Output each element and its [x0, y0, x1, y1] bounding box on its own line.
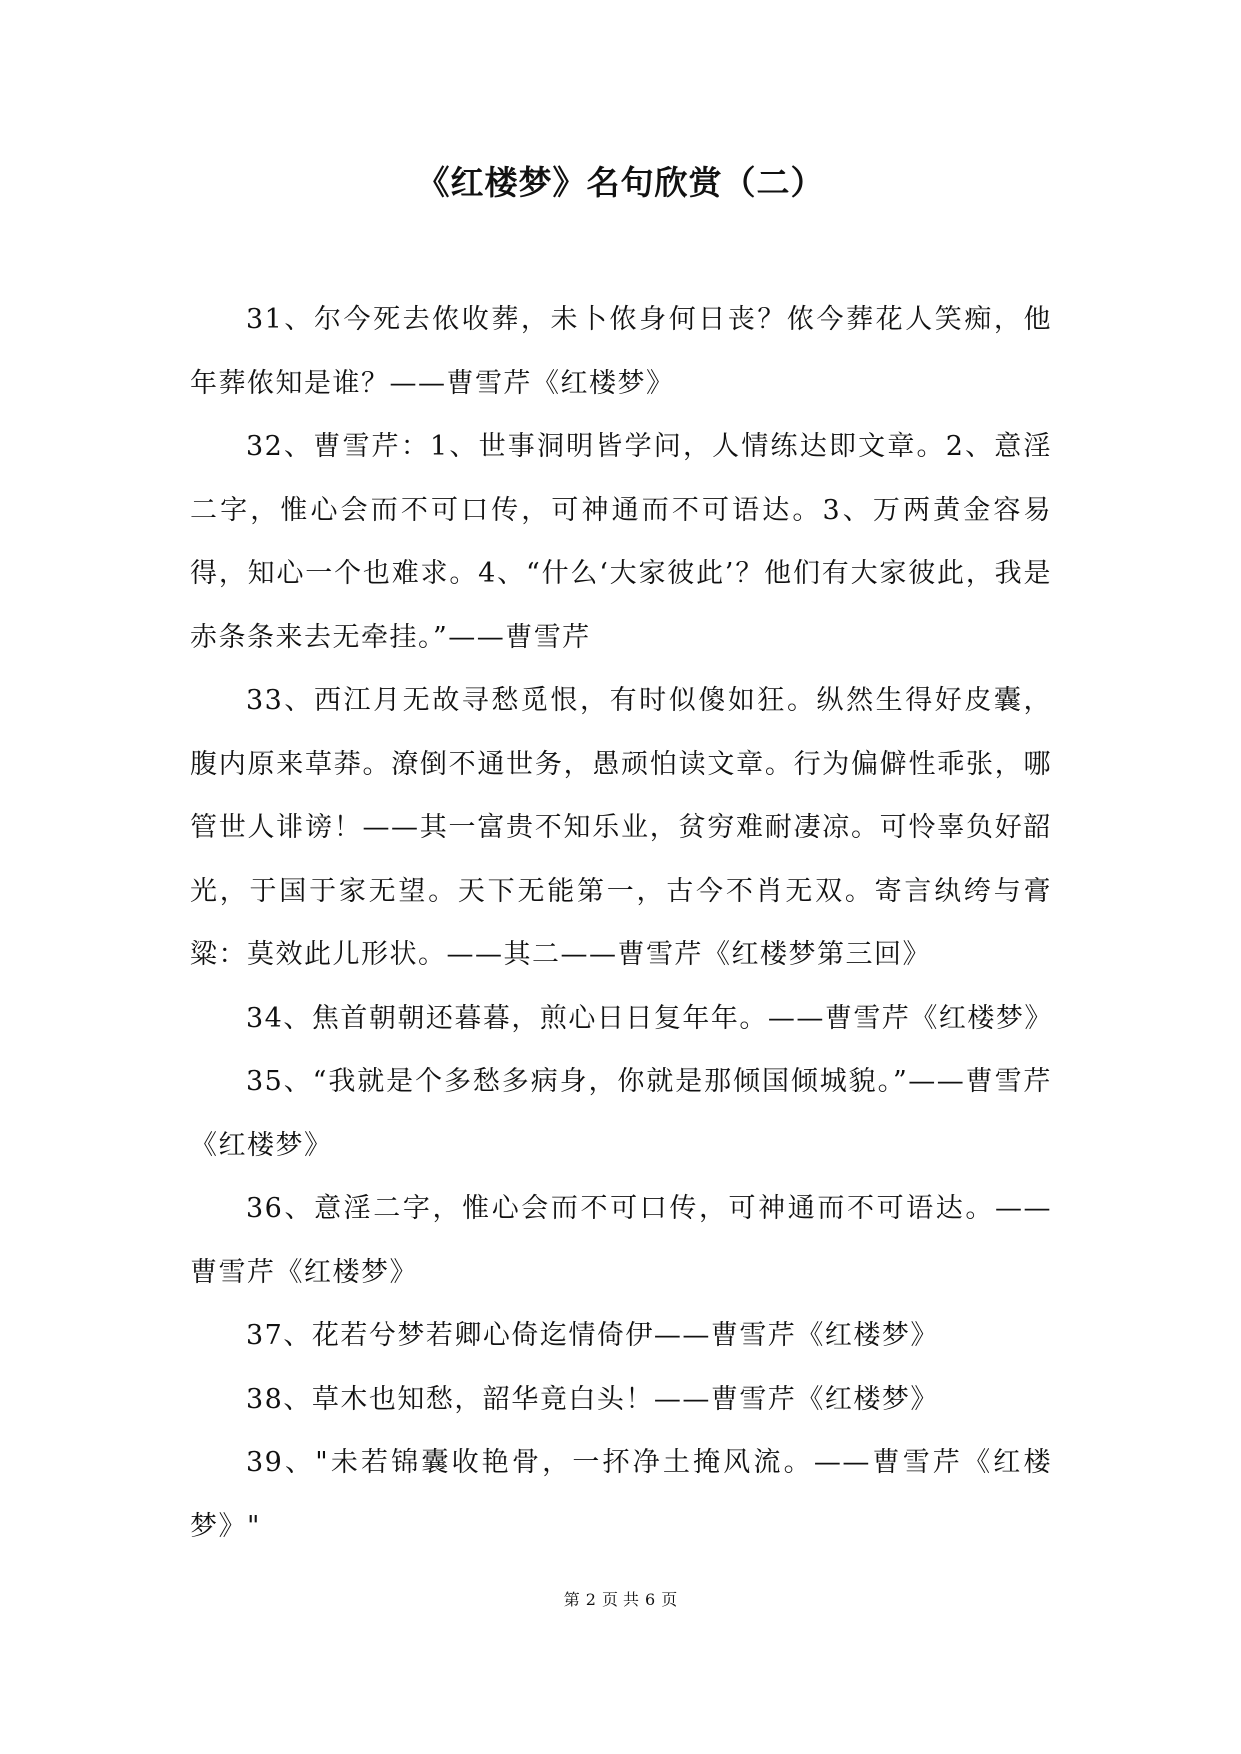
quote-paragraph-38: 38、草木也知愁，韶华竟白头！——曹雪芹《红楼梦》 — [246, 1383, 939, 1415]
quote-paragraph-33: 33、西江月无故寻愁觅恨，有时似傻如狂。纵然生得好皮囊，腹内原来草莽。潦倒不通世务，愚顽怕读文章。行为偏僻性乖张，哪管世人诽谤！——其一富贵不知乐业，贫穷难耐凄凉。可怜辜负好韶光，于国于家无望。天下无能第一，古今不肖无双。寄言纨绔与膏粱：莫效此儿形状。——其二——曹雪芹《红楼梦第三回》 — [190, 685, 1052, 970]
footer-suffix: 页 — [661, 1590, 678, 1609]
document-title: 《红楼梦》名句欣赏（二） — [416, 163, 825, 202]
footer-prefix: 第 — [563, 1590, 580, 1609]
quote-paragraph-32: 32、曹雪芹：1、世事洞明皆学问，人情练达即文章。2、意淫二字，惟心会而不可口传，可神通而不可语达。3、万两黄金容易得，知心一个也难求。4、“什么‘大家彼此’？他们有大家彼此，我是赤条条来去无牵挂。”——曹雪芹 — [190, 431, 1052, 653]
page-footer — [0, 1588, 1241, 1612]
document-body — [190, 288, 1052, 1558]
footer-total-pages: 6 — [645, 1590, 656, 1609]
footer-mid: 页 共 — [601, 1590, 640, 1609]
quote-paragraph-35: 35、“我就是个多愁多病身，你就是那倾国倾城貌。”——曹雪芹《红楼梦》 — [190, 1066, 1052, 1161]
footer-current-page: 2 — [585, 1590, 596, 1609]
quote-paragraph-37: 37、花若兮梦若卿心倚迄情倚伊——曹雪芹《红楼梦》 — [246, 1320, 939, 1351]
quote-paragraph-36: 36、意淫二字，惟心会而不可口传，可神通而不可语达。——曹雪芹《红楼梦》 — [190, 1193, 1052, 1288]
quote-paragraph-34: 34、焦首朝朝还暮暮，煎心日日复年年。——曹雪芹《红楼梦》 — [246, 1002, 1053, 1034]
quote-paragraph-31: 31、尔今死去侬收葬，未卜侬身何日丧？侬今葬花人笑痴，他年葬侬知是谁？——曹雪芹《红楼梦》 — [190, 304, 1052, 399]
quote-paragraph-39: 39、"未若锦囊收艳骨，一抔净土掩风流。——曹雪芹《红楼梦》" — [190, 1447, 1052, 1542]
